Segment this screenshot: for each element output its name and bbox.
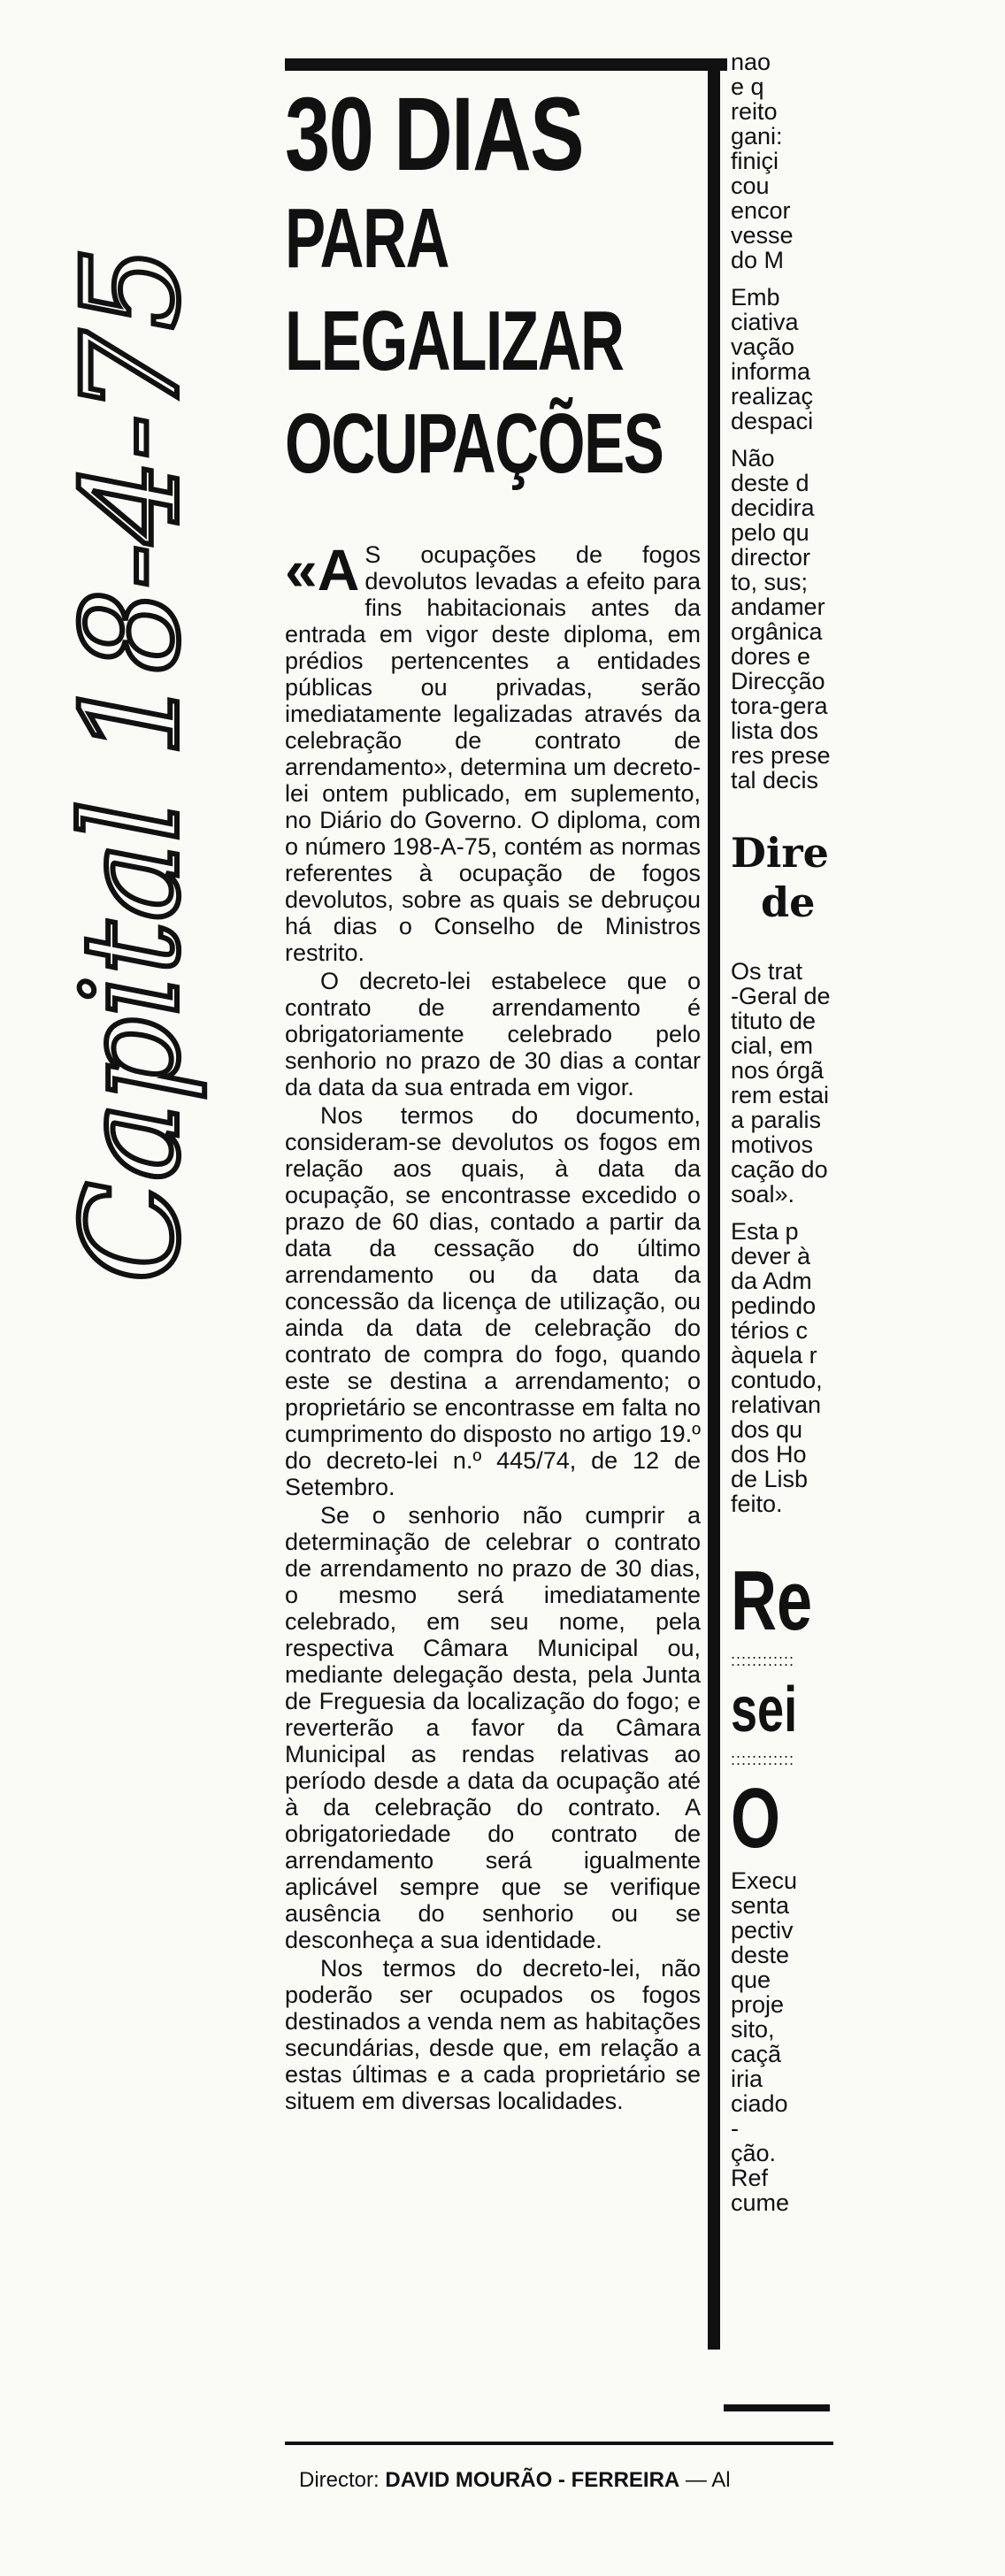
- right-column-line: cação do: [731, 1156, 828, 1183]
- right-column-line: e q: [731, 73, 764, 100]
- handwritten-note: Capital 18-4-75: [55, 245, 209, 1283]
- right-column-line: senta: [731, 1892, 790, 1919]
- right-column-line: -Geral de: [731, 983, 831, 1009]
- right-block-1: [731, 50, 846, 272]
- footer-rule: [285, 2442, 833, 2445]
- article-body: [285, 537, 701, 2116]
- subhead-2-line-1: Re: [731, 1553, 813, 1648]
- right-column-line: de Lisb: [731, 1466, 809, 1492]
- right-column-line: deste: [731, 1942, 790, 1968]
- right-column-line: ciativa: [731, 309, 799, 335]
- right-column-line: decidira: [731, 494, 815, 521]
- right-column-line: àquela r: [731, 1342, 817, 1368]
- article-paragraph: Nos termos do documento, consideram-se devolutos os fogos em relação aos quais, à data da ocupação, se encontrasse excedido o prazo de 60 dias, contado a partir da data da cessação do último arrendamento ou da data da concessão da licença de utilização, ou ainda da data de celebração do contrato de compra do fogo, quando este se destina a arrendamento; o proprietário se encontrasse em falta no cumprimento do disposto no artigo 19.º do decreto-lei n.º 445/74, de 12 de Setembro.: [285, 1102, 701, 1500]
- right-block-2: [731, 285, 846, 433]
- article-paragraph: O decreto-lei estabelece que o contrato de arrendamento é obrigatoriamente celebrado pelo senhorio no prazo de 30 dias a contar da data da sua entrada em vigor.: [285, 968, 701, 1100]
- lead-text: S ocupações de fogos devolutos levadas a efeito para fins habitacionais antes da entrada em vigor deste diploma, em prédios pertencentes a entidades públicas ou privadas, serão imediatamente legalizadas através da celebração de contrato de arrendamento», determina um decreto-lei ontem publicado, em suplemento, no Diário do Governo. O diploma, com o número 198-A-75, contém as normas referentes à ocupação de fogos devolutos, sobre as quais se debruçou há dias o Conselho de Ministros restrito.: [285, 541, 701, 966]
- right-block-4: [731, 959, 846, 1207]
- subhead-1-line-2: de: [761, 878, 816, 926]
- right-column-line: director: [731, 544, 811, 571]
- dot-rule: ::::::::::::: [731, 1652, 795, 1669]
- right-block-3: [731, 446, 846, 793]
- headline-line-2: PARA: [285, 191, 449, 286]
- right-column-line: ciado: [731, 2090, 788, 2117]
- dot-rule: ::::::::::::: [731, 1751, 795, 1768]
- right-column-line: do M: [731, 247, 785, 273]
- right-column-line: relativan: [731, 1392, 822, 1418]
- right-column-line: da Adm: [731, 1268, 812, 1294]
- right-column-line: tal decis: [731, 767, 819, 794]
- right-column-line: rem estai: [731, 1082, 830, 1108]
- headline-line-3: LEGALIZAR: [285, 294, 624, 388]
- right-column-line: vesse: [731, 222, 794, 249]
- right-column-line: gani:: [731, 123, 783, 150]
- right-column-line: térios c: [731, 1317, 809, 1344]
- drop-cap: «A: [285, 537, 360, 602]
- right-column-line: orgânica: [731, 618, 823, 645]
- right-column-line: cial, em: [731, 1032, 814, 1059]
- footer-label: Director:: [299, 2468, 380, 2492]
- right-column-line: tituto de: [731, 1008, 817, 1034]
- right-column-line: informa: [731, 358, 811, 385]
- right-column-line: dores e: [731, 643, 811, 670]
- right-column-line: dos Ho: [731, 1441, 807, 1468]
- adjacent-column: [731, 50, 846, 2215]
- right-column-line: pedindo: [731, 1292, 817, 1319]
- right-column-line: Emb: [731, 284, 780, 310]
- right-column-line: tora-gera: [731, 693, 828, 719]
- right-column-line: soal».: [731, 1181, 795, 1208]
- article-lead: [285, 537, 701, 966]
- right-column-line: lista dos: [731, 717, 819, 744]
- right-column-line: sito,: [731, 2016, 775, 2043]
- footer-suffix: — Al: [685, 2468, 731, 2492]
- director-name: DAVID MOURÃO - FERREIRA: [385, 2468, 680, 2492]
- right-column-line: que: [731, 1966, 771, 1993]
- right-column-line: realizaç: [731, 383, 814, 410]
- column-rule: [708, 58, 720, 2350]
- right-column-line: contudo,: [731, 1367, 823, 1393]
- right-column-line: Direcção: [731, 668, 825, 694]
- right-column-line: pelo qu: [731, 519, 809, 546]
- right-column-line: res prese: [731, 742, 831, 769]
- right-column-line: Execu: [731, 1867, 798, 1894]
- right-column-line: despaci: [731, 408, 814, 434]
- right-column-line: -: [731, 2115, 739, 2142]
- right-column-line: motivos: [731, 1131, 814, 1158]
- headline: [285, 76, 701, 495]
- right-column-line: a paralis: [731, 1107, 822, 1133]
- masthead-footer: [299, 2468, 848, 2493]
- right-column-line: encor: [731, 197, 791, 224]
- right-column-line: ção.: [731, 2140, 777, 2166]
- right-column-line: Esta p: [731, 1218, 799, 1245]
- handwritten-annotation: [55, 245, 209, 1327]
- subhead-2-line-3: O: [731, 1771, 781, 1866]
- bottom-rule: [724, 2404, 830, 2411]
- right-column-line: reito: [731, 98, 778, 125]
- article-paragraph: Nos termos do decreto-lei, não poderão ser ocupados os fogos destinados a venda nem as habitações secundárias, desde que, em relação a estas últimas e a cada proprietário se situem em diversas localidades.: [285, 1955, 701, 2114]
- right-column-line: proje: [731, 1991, 785, 2018]
- right-column-line: deste d: [731, 470, 809, 496]
- right-column-line: dever à: [731, 1243, 811, 1269]
- right-column-line: Os trat: [731, 958, 803, 985]
- handwriting-graphic: [55, 245, 209, 1327]
- right-block-5: [731, 1219, 846, 1516]
- subhead-1-line-1: Dire: [731, 829, 829, 877]
- right-column-line: finiçi: [731, 148, 779, 174]
- right-block-6: [731, 1868, 846, 2215]
- right-column-line: to, sus;: [731, 569, 809, 595]
- right-column-line: andamer: [731, 594, 825, 620]
- right-column-line: cume: [731, 2189, 790, 2216]
- right-column-line: pectiv: [731, 1917, 794, 1944]
- article-paragraph: Se o senhorio não cumprir a determinação de celebrar o contrato de arrendamento no prazo de 30 dias, o mesmo será imediatamente celebrado, em seu nome, pela respectiva Câmara Municipal ou, mediante delegação desta, pela Junta de Freguesia da localização do fogo; e reverterão a favor da Câmara Municipal as rendas relativas ao período desde a data da ocupação até à da celebração do contrato. A obrigatoriedade do contrato de arrendamento será igualmente aplicável sempre que se verifique ausência do senhorio ou se desconheça a sua identidade.: [285, 1502, 701, 1953]
- right-column-line: Não: [731, 445, 775, 472]
- right-column-line: caçã: [731, 2041, 782, 2067]
- right-column-line: vação: [731, 334, 795, 360]
- right-column-line: feito.: [731, 1491, 783, 1517]
- right-column-line: nos órgã: [731, 1057, 825, 1084]
- right-column-line: cou: [731, 172, 770, 199]
- right-column-line: nao: [731, 49, 771, 75]
- subhead-2-line-2: sei: [731, 1675, 798, 1745]
- right-column-line: Ref: [731, 2165, 769, 2191]
- right-column-line: dos qu: [731, 1416, 803, 1443]
- headline-line-1: 30 DIAS: [285, 76, 583, 193]
- right-column-line: iria: [731, 2066, 763, 2092]
- headline-line-4: OCUPAÇÕES: [285, 396, 664, 491]
- top-rule: [285, 58, 727, 71]
